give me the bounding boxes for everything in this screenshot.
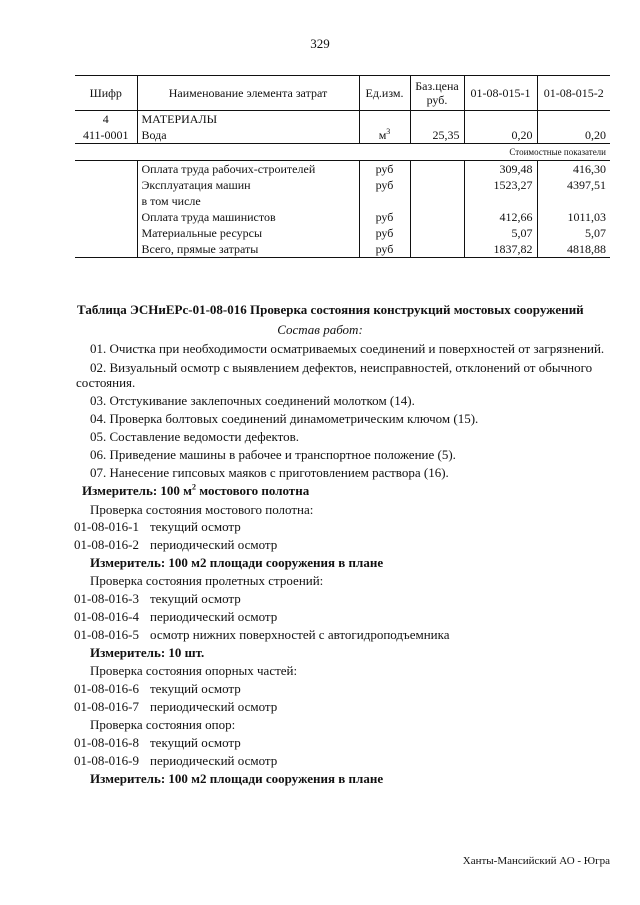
work-item: 02. Визуальный осмотр с выявлением дефектов, неисправностей, отклонений от обычного <box>90 360 593 375</box>
meter-line: Измеритель: 10 шт. <box>90 645 205 660</box>
meter-suffix: мостового полотна <box>196 483 310 498</box>
material-row <box>75 127 610 144</box>
work-item: 01. Очистка при необходимости осматриваемых соединений и поверхностей от загрязнений. <box>90 341 605 356</box>
row-value-1: 412,66 <box>464 209 537 225</box>
list-item <box>74 591 241 607</box>
material-price: 25,35 <box>410 127 464 144</box>
row-value-2: 4397,51 <box>567 178 606 192</box>
row-unit: руб <box>359 225 410 241</box>
item-text: периодический осмотр <box>150 699 278 714</box>
row-code-cell <box>75 225 137 241</box>
works-subtitle: Состав работ: <box>277 322 363 337</box>
row-price-cell <box>410 241 464 258</box>
meter-line: Измеритель: 100 м2 площади сооружения в плане <box>90 555 384 570</box>
row-unit: руб <box>359 177 410 193</box>
row-value-2: 1011,03 <box>567 210 606 224</box>
item-code: 01-08-016-7 <box>74 699 139 714</box>
item-text: текущий осмотр <box>150 519 241 534</box>
row-value-1 <box>464 193 537 209</box>
group-heading: Проверка состояния опорных частей: <box>90 663 298 678</box>
list-item <box>74 537 277 553</box>
row-unit: руб <box>359 241 410 258</box>
item-code: 01-08-016-1 <box>74 519 139 534</box>
row-code-cell <box>75 193 137 209</box>
section-number: 4 <box>75 111 137 128</box>
row-name: Оплата труда машинистов <box>137 209 359 225</box>
material-name: Вода <box>137 127 359 144</box>
work-item: 07. Нанесение гипсовых маяков с приготовлением раствора (16). <box>90 465 449 480</box>
row-value-1: 5,07 <box>464 225 537 241</box>
row-name: Материальные ресурсы <box>137 225 359 241</box>
row-code-cell <box>75 209 137 225</box>
row-code-cell <box>75 241 137 258</box>
meter-exponent: 2 <box>192 482 197 492</box>
item-text: периодический осмотр <box>150 537 278 552</box>
item-code: 01-08-016-4 <box>74 609 139 624</box>
row-unit <box>359 193 410 209</box>
row-price-cell <box>410 161 464 178</box>
meter-label: Измеритель: 100 м <box>82 483 193 498</box>
item-code: 01-08-016-6 <box>74 681 139 696</box>
item-code: 01-08-016-3 <box>74 591 139 606</box>
meter-line: Измеритель: 100 м2 площади сооружения в плане <box>90 771 384 786</box>
group-heading: Проверка состояния мостового полотна: <box>90 502 314 517</box>
row-value-2: 4818,88 <box>537 241 610 258</box>
list-item <box>74 699 277 715</box>
material-v2: 0,20 <box>585 128 606 142</box>
meter-line <box>82 483 309 499</box>
row-value-1: 1837,82 <box>464 241 537 258</box>
item-code: 01-08-016-2 <box>74 537 139 552</box>
footer-region: Ханты-Мансийский АО - Югра <box>462 855 610 867</box>
table-row <box>75 161 610 178</box>
item-text: осмотр нижних поверхностей с автогидроподъемника <box>150 627 450 642</box>
table-header-row <box>75 76 610 111</box>
row-price-cell <box>410 225 464 241</box>
header-col2: 01-08-015-2 <box>537 76 610 111</box>
row-name: Всего, прямые затраты <box>137 241 359 258</box>
row-value-2 <box>537 193 610 209</box>
material-unit-base: м <box>378 128 387 142</box>
table-row <box>75 193 610 209</box>
page-number: 329 <box>310 36 330 51</box>
group-heading: Проверка состояния опор: <box>90 717 236 732</box>
row-name: Оплата труда рабочих-строителей <box>137 161 359 178</box>
table-title: Таблица ЭСНиЕРс-01-08-016 Проверка состояния конструкций мостовых сооружений <box>77 302 584 317</box>
material-unit <box>359 127 410 144</box>
list-item <box>74 753 277 769</box>
row-value-2: 416,30 <box>573 162 606 176</box>
table-row <box>75 241 610 258</box>
header-col1: 01-08-015-1 <box>464 76 537 111</box>
row-unit: руб <box>359 209 410 225</box>
row-value-1: 1523,27 <box>464 177 537 193</box>
row-name: Эксплуатация машин <box>137 177 359 193</box>
work-item: 04. Проверка болтовых соединений динамометрическим ключом (15). <box>90 411 479 426</box>
item-code: 01-08-016-8 <box>74 735 139 750</box>
row-price-cell <box>410 209 464 225</box>
row-unit: руб <box>359 161 410 178</box>
list-item <box>74 681 241 697</box>
header-name: Наименование элемента затрат <box>137 76 359 111</box>
header-unit: Ед.изм. <box>359 76 410 111</box>
list-item <box>74 609 277 625</box>
item-text: текущий осмотр <box>150 735 241 750</box>
row-price-cell <box>410 177 464 193</box>
list-item <box>74 627 450 643</box>
table-row <box>75 209 610 225</box>
row-name: в том числе <box>137 193 359 209</box>
list-item <box>74 519 241 535</box>
cost-table <box>75 75 610 258</box>
section-row <box>75 111 610 128</box>
table-row <box>75 225 610 241</box>
work-item: 05. Составление ведомости дефектов. <box>90 429 300 444</box>
section-name: МАТЕРИАЛЫ <box>137 111 359 128</box>
material-v1: 0,20 <box>464 127 537 144</box>
item-code: 01-08-016-9 <box>74 753 139 768</box>
row-code-cell <box>75 161 137 178</box>
material-code: 411-0001 <box>75 127 137 144</box>
item-text: периодический осмотр <box>150 609 278 624</box>
work-item: 06. Приведение машины в рабочее и транспортное положение (5). <box>90 447 456 462</box>
indicators-label: Стоимостные показатели <box>75 144 610 161</box>
header-base-price-line1: Баз.цена <box>415 79 459 93</box>
row-code-cell <box>75 177 137 193</box>
table-row <box>75 177 610 193</box>
list-item <box>74 735 241 751</box>
item-text: периодический осмотр <box>150 753 278 768</box>
row-price-cell <box>410 193 464 209</box>
item-code: 01-08-016-5 <box>74 627 139 642</box>
header-base-price-line2: руб. <box>426 93 448 107</box>
row-value-1: 309,48 <box>464 161 537 178</box>
item-text: текущий осмотр <box>150 591 241 606</box>
header-code: Шифр <box>75 76 137 111</box>
indicators-row <box>75 144 610 161</box>
row-value-2: 5,07 <box>585 226 606 240</box>
material-unit-exp: 3 <box>386 127 391 136</box>
work-item-continuation: состояния. <box>76 375 136 390</box>
work-item: 03. Отстукивание заклепочных соединений молотком (14). <box>90 393 415 408</box>
header-base-price <box>410 76 464 111</box>
item-text: текущий осмотр <box>150 681 241 696</box>
group-heading: Проверка состояния пролетных строений: <box>90 573 324 588</box>
